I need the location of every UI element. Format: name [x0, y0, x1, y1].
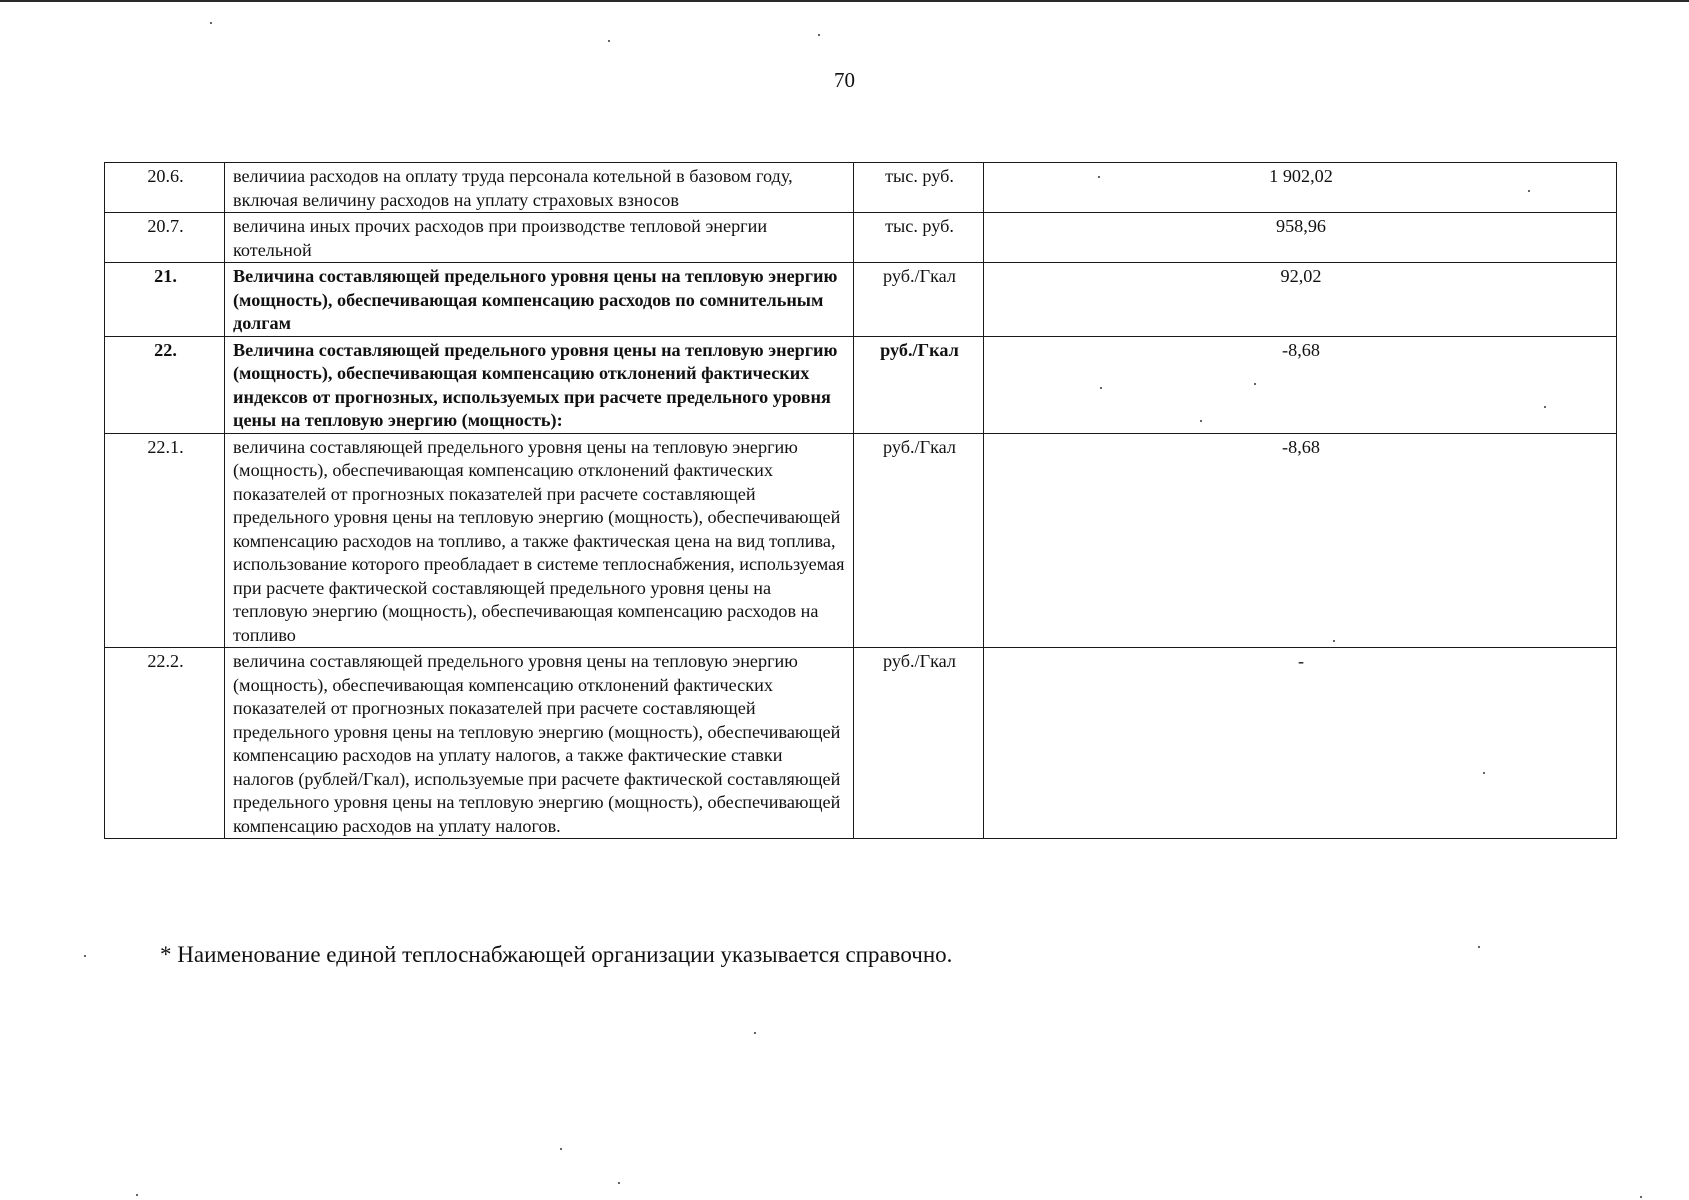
- top-border-rule: [0, 0, 1689, 2]
- scan-speck: [1100, 387, 1102, 389]
- scan-speck: [608, 40, 610, 42]
- scan-speck: [1254, 383, 1256, 385]
- tariff-table-container: [104, 162, 1616, 839]
- scan-speck: [1200, 420, 1202, 422]
- row-value-cell: -8,68: [984, 336, 1617, 433]
- row-unit-cell: руб./Гкал: [854, 263, 984, 337]
- table-row: [105, 263, 1617, 337]
- row-description-cell: величина иных прочих расходов при производстве тепловой энергии котельной: [225, 213, 854, 263]
- scan-speck: [210, 22, 212, 24]
- scan-speck: [1098, 176, 1100, 178]
- scan-speck: [1483, 772, 1485, 774]
- scan-speck: [754, 1032, 756, 1034]
- page-number: 70: [834, 68, 855, 92]
- footnote: * Наименование единой теплоснабжающей организации указывается справочно.: [160, 942, 953, 967]
- row-number-cell: 21.: [105, 263, 225, 337]
- row-description-cell: Величина составляющей предельного уровня цены на тепловую энергию (мощность), обеспечивающая компенсацию отклонений фактических индексов от прогнозных, используемых при расчете предельного уровня цены на тепловую энергию (мощность):: [225, 336, 854, 433]
- row-unit-cell: руб./Гкал: [854, 433, 984, 648]
- row-description-cell: величина составляющей предельного уровня цены на тепловую энергию (мощность), обеспечивающая компенсацию отклонений фактических показателей от прогнозных показателей при расчете составляющей предельного уровня цены на тепловую энергию (мощность), обеспечивающей компенсацию расходов на уплату налогов, а также фактические ставки налогов (рублей/Гкал), используемые при расчете фактической составляющей предельного уровня цены на тепловую энергию (мощность), обеспечивающей компенсацию расходов на уплату налогов.: [225, 648, 854, 839]
- table-row: [105, 648, 1617, 839]
- row-unit-cell: руб./Гкал: [854, 336, 984, 433]
- row-description-cell: величина составляющей предельного уровня цены на тепловую энергию (мощность), обеспечивающая компенсацию отклонений фактических показателей от прогнозных показателей при расчете составляющей предельного уровня цены на тепловую энергию (мощность), обеспечивающей компенсацию расходов на топливо, а также фактическая цена на вид топлива, использование которого преобладает в системе теплоснабжения, используемая при расчете фактической составляющей предельного уровня цены на тепловую энергию (мощность), обеспечивающая компенсацию расходов на топливо: [225, 433, 854, 648]
- scan-speck: [1478, 946, 1480, 948]
- table-row: [105, 163, 1617, 213]
- scan-speck: [1528, 190, 1530, 192]
- row-description-cell: величииа расходов на оплату труда персонала котельной в базовом году, включая величину расходов на уплату страховых взносов: [225, 163, 854, 213]
- scan-speck: [560, 1148, 562, 1150]
- row-unit-cell: тыс. руб.: [854, 163, 984, 213]
- row-value-cell: -: [984, 648, 1617, 839]
- row-number-cell: 22.1.: [105, 433, 225, 648]
- row-value-cell: 958,96: [984, 213, 1617, 263]
- row-description-cell: Величина составляющей предельного уровня цены на тепловую энергию (мощность), обеспечивающая компенсацию расходов по сомнительным долгам: [225, 263, 854, 337]
- scan-speck: [818, 34, 820, 36]
- row-number-cell: 22.: [105, 336, 225, 433]
- row-unit-cell: руб./Гкал: [854, 648, 984, 839]
- table-row: [105, 433, 1617, 648]
- scan-speck: [136, 1194, 138, 1196]
- row-number-cell: 20.7.: [105, 213, 225, 263]
- row-number-cell: 22.2.: [105, 648, 225, 839]
- scan-speck: [618, 1182, 620, 1184]
- scan-speck: [1640, 1196, 1642, 1198]
- row-value-cell: 92,02: [984, 263, 1617, 337]
- row-value-cell: 1 902,02: [984, 163, 1617, 213]
- row-unit-cell: тыс. руб.: [854, 213, 984, 263]
- row-number-cell: 20.6.: [105, 163, 225, 213]
- row-value-cell: -8,68: [984, 433, 1617, 648]
- scan-speck: [1333, 640, 1335, 642]
- scan-speck: [84, 955, 86, 957]
- scan-speck: [1544, 406, 1546, 408]
- table-row: [105, 213, 1617, 263]
- tariff-parameters-table: [104, 162, 1617, 839]
- table-row: [105, 336, 1617, 433]
